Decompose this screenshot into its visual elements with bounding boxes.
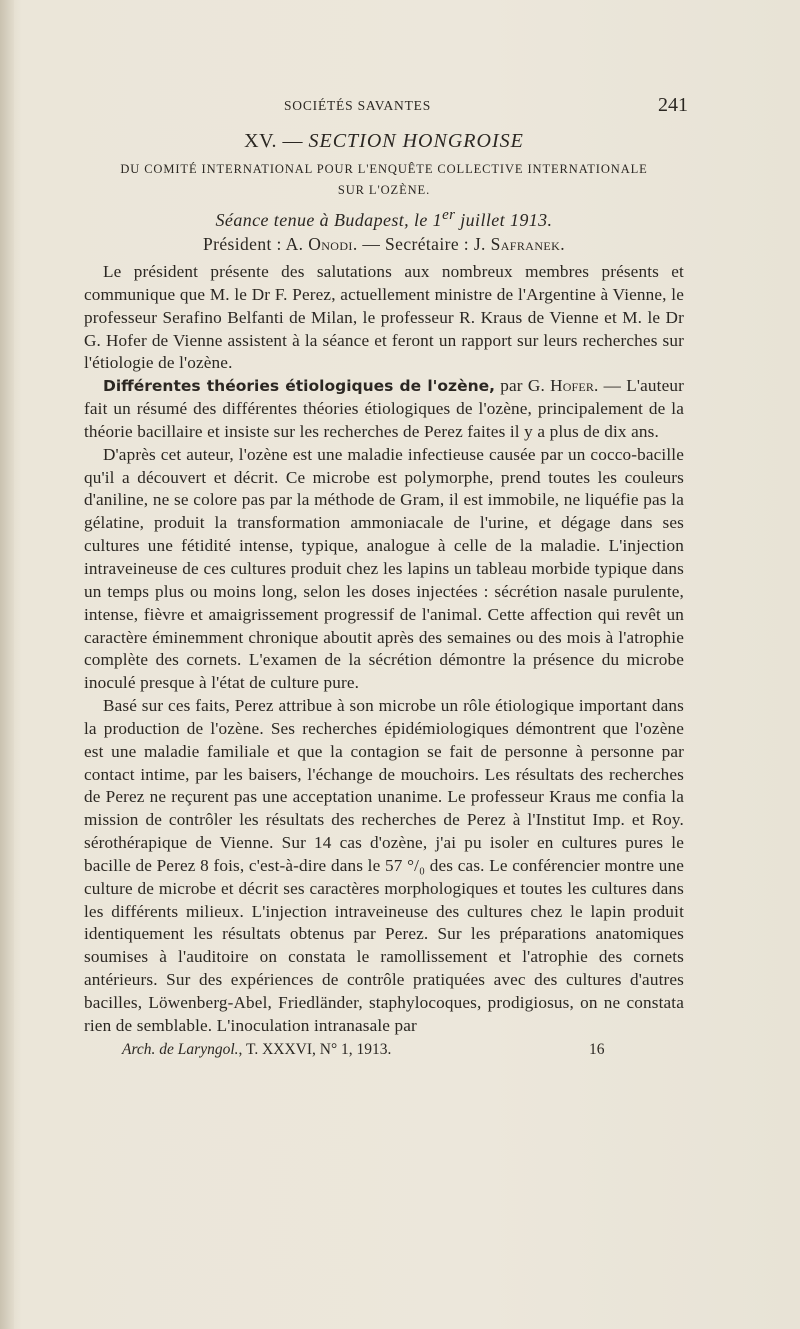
running-head — [84, 90, 688, 120]
page-text-block — [84, 90, 688, 1063]
section-name: SECTION HONGROISE — [308, 130, 524, 152]
session-line — [84, 207, 684, 231]
journal-details: , T. XXXVI, N° 1, 1913. — [238, 1040, 392, 1058]
president-label: Président : A. — [203, 234, 309, 254]
article-body — [84, 261, 684, 1038]
paragraph-2-author-prefix: par G. — [495, 376, 551, 396]
page-footer — [84, 1041, 684, 1063]
committee-heading — [84, 159, 684, 201]
journal-name: Arch. de Laryngol. — [122, 1040, 239, 1058]
officers-line — [84, 234, 684, 255]
page-spine-shadow — [0, 0, 14, 1329]
paragraph-2-author: Hofer — [550, 376, 594, 396]
committee-line-2: SUR L'OZÈNE. — [337, 183, 431, 197]
paragraph-2 — [84, 375, 684, 444]
journal-citation — [122, 1041, 391, 1059]
session-suffix: juillet 1913. — [455, 210, 553, 230]
paragraph-3: D'après cet auteur, l'ozène est une maladie infectieuse causée par un cocco-bacille qu'il a découvert et décrit. Ce microbe est polymorphe, prend toutes les couleurs d'aniline, ne se colore pas par la méthode de Gram, il est immobile, ne liquéfie pas la gélatine, produit la transformation ammoniacale de l'urine, et dégage dans ses cultures une fétidité intense, typique, analogue à celle de la maladie. L'injection intraveineuse de ces cultures produit chez les lapins un tableau morbide typique dans un temps plus ou moins long, selon les doses injectées : sécrétion nasale purulente, intense, fièvre et amaigrissement progressif de l'animal. Cette affection qui revêt un caractère éminemment chronique aboutit après des semaines ou des mois à l'atrophie complète des cornets. L'examen de la sécrétion démontre la présence du microbe inoculé presque à l'état de culture pure. — [84, 444, 684, 693]
secretary-end: . — [560, 234, 565, 254]
paragraph-4: Basé sur ces faits, Perez attribue à son microbe un rôle étiologique important dans la production de l'ozène. Ses recherches épidémiologiques démontrent que l'ozène est une maladie familiale et que la contagion se fait de personne à personne par contact intime, par les baisers, l'échange de mouchoirs. Les résultats des recherches de Perez ne reçurent pas une acceptation unanime. Le professeur Kraus me confia la mission de contrôler les résultats des recherches de Perez à l'Institut Imp. et Roy. sérothérapique de Vienne. Sur 14 cas d'ozène, j'ai pu isoler en cultures pures le bacille de Perez 8 fois, c'est-à-dire dans le 57 °/₀ des cas. Le conférencier montre une culture de microbe et décrit ses caractères morphologiques et toutes les cultures dans les différents milieux. L'injection intraveineuse des cultures chez le lapin produit identiquement les résultats obtenus par Perez. Sur les préparations anatomiques soumises à l'auditoire on constata le ramollissement et l'atrophie des cornets antérieurs. Sur des expériences de contrôle pratiquées avec des cultures d'autres bacilles, Löwenberg-Abel, Friedländer, staphylocoques, prodigiosus, on ne constata rien de semblable. L'inoculation intranasale par — [84, 696, 684, 1035]
section-title — [84, 130, 684, 153]
running-title: SOCIÉTÉS SAVANTES — [284, 98, 432, 113]
paragraph-2-text: . — L'auteur fait un résumé des différentes théories étiologiques de l'ozène, principalement de la théorie bacillaire et insiste sur les recherches de Perez faites il y a plus de dix ans. — [84, 376, 684, 441]
paragraph-2-title: Différentes théories étiologiques de l'ozène, — [103, 377, 496, 396]
signature-mark: 16 — [589, 1040, 605, 1058]
session-sup: er — [442, 207, 456, 223]
president-name: Onodi — [308, 234, 353, 254]
secretary-label: . — Secrétaire : J. — [352, 234, 491, 254]
page-number: 241 — [658, 94, 688, 116]
committee-line-1: DU COMITÉ INTERNATIONAL POUR L'ENQUÊTE COLLECTIVE INTERNATIONALE — [120, 162, 648, 176]
paragraph-1: Le président présente des salutations aux nombreux membres présents et communique que M. le Dr F. Perez, actuellement ministre de l'Argentine à Vienne, le professeur Serafino Belfanti de Milan, le professeur R. Kraus de Vienne et M. le Dr G. Hofer de Vienne assistent à la séance et feront un rapport sur leurs recherches sur l'étiologie de l'ozène. — [84, 262, 684, 373]
secretary-name: Safranek — [490, 234, 561, 254]
section-number: XV. — — [244, 130, 309, 152]
session-prefix: Séance tenue à Budapest, le 1 — [215, 210, 443, 230]
